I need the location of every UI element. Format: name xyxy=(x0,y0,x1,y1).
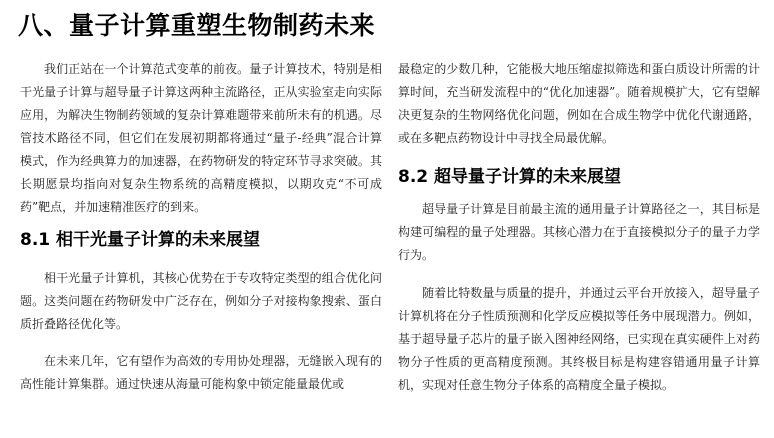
section-8-1-heading: 8.1 相干光量子计算的未来展望 xyxy=(20,230,261,250)
section-8-1-paragraph-1: 相干光量子计算机，其核心优势在于专攻特定类型的组合优化问题。这类问题在药物研发中广泛存在，例如分子对接构象搜索、蛋白质折叠路径优化等。 xyxy=(20,271,382,331)
page-title: 八、量子计算重塑生物制药未来 xyxy=(18,11,376,40)
section-8-1-paragraph-2: 在未来几年，它有望作为高效的专用协处理器，无缝嵌入现有的高性能计算集群。通过快速从海量可能构象中锁定能量最优或 xyxy=(20,354,382,391)
left-column xyxy=(20,58,382,396)
right-column xyxy=(398,58,760,397)
continued-paragraph: 最稳定的少数几种，它能极大地压缩虚拟筛选和蛋白质设计所需的计算时间，充当研发流程中的“优化加速器”。随着规模扩大，它有望解决更复杂的生物网络优化问题，例如在合成生物学中优化代谢通路，或在多靶点药物设计中寻找全局最优解。 xyxy=(398,62,760,145)
section-8-2-heading: 8.2 超导量子计算的未来展望 xyxy=(398,167,622,187)
section-8-2-paragraph-1: 超导量子计算是目前最主流的通用量子计算路径之一，其目标是构建可编程的量子处理器。其核心潜力在于直接模拟分子的量子力学行为。 xyxy=(398,202,760,262)
intro-paragraph: 我们正站在一个计算范式变革的前夜。量子计算技术，特别是相干光量子计算与超导量子计算这两种主流路径，正从实验室走向实际应用，为解决生物制药领域的复杂计算难题带来前所未有的机遇。尽管技术路径不同，但它们在发展初期都将通过“量子-经典”混合计算模式，作为经典算力的加速器，在药物研发的特定环节寻求突破。其长期愿景均指向对复杂生物系统的高精度模拟，以期攻克“不可成药”靶点，并加速精准医疗的到来。 xyxy=(20,62,382,214)
section-8-2-paragraph-2: 随着比特数量与质量的提升，并通过云平台开放接入，超导量子计算机将在分子性质预测和化学反应模拟等任务中展现潜力。例如，基于超导量子芯片的量子嵌入图神经网络，已实现在真实硬件上对药物分子性质的更高精度预测。其终极目标是构建容错通用量子计算机，实现对任意生物分子体系的高精度全量子模拟。 xyxy=(398,286,760,392)
